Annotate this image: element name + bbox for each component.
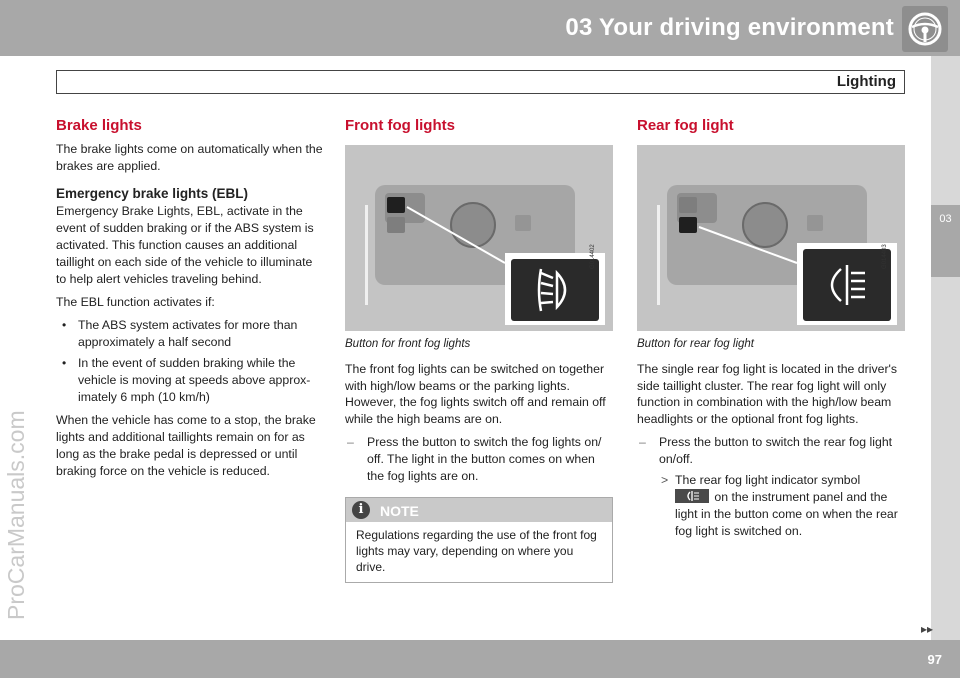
ebl-list-intro: The EBL function activates if:: [56, 295, 215, 310]
rear-fog-result: [637, 472, 905, 540]
note-box: [345, 497, 613, 583]
section-bar: [56, 70, 905, 94]
figure-code: G014402: [590, 243, 596, 269]
front-fog-caption: Button for front fog lights: [345, 337, 471, 350]
ebl-closing: When the vehicle has come to a stop, the brake lights and additional taillights remain on for as long as the brake pedal is depressed or until braking force on the vehicle is reduced.: [56, 412, 316, 478]
footer-bar: [0, 640, 960, 678]
side-tab-label: 03: [939, 213, 952, 225]
rear-fog-button-photo: [637, 145, 905, 331]
note-label: NOTE: [380, 503, 419, 520]
section-title: Lighting: [836, 73, 896, 90]
result-text-before: The rear fog light indicator symbol: [675, 473, 861, 488]
next-page-arrows-icon: ▸▸: [921, 622, 934, 636]
rear-fog-heading: Rear fog light: [637, 117, 734, 134]
side-tab-rail: [931, 56, 960, 640]
rear-fog-body: The single rear fog light is located in the driver's side taillight cluster. The rear fog light will only function in combination with the high/low beam headlights or the optional front fog lights.: [637, 361, 898, 427]
result-text-after: on the instrument panel and the light in the button come on when the rear fog light is switched on.: [675, 490, 898, 539]
brake-lights-heading: Brake lights: [56, 117, 142, 134]
watermark: ProCarManuals.com: [3, 410, 29, 620]
list-item: • In the event of sudden braking while the vehicle is moving at speeds above approx-imately 6 mph (10 km/h): [56, 355, 324, 406]
chapter-title: 03 Your driving environment: [565, 14, 894, 41]
ebl-body: Emergency Brake Lights, EBL, activate in the event of sudden braking or if the ABS system is activated. This function causes an additional taillight on each side of the vehicle to illuminate to help alert vehicles traveling behind.: [56, 204, 314, 287]
steering-wheel-icon: [902, 6, 948, 52]
rear-fog-steps: [637, 434, 905, 468]
front-fog-body: The front fog lights can be switched on together with high/low beams or the parking lights. However, the fog lights switch off and remain off while the high beams are on.: [345, 361, 606, 427]
ebl-conditions-list: [56, 317, 324, 406]
brake-lights-intro: The brake lights come on automatically when the brakes are applied.: [56, 141, 323, 173]
list-item: – Press the button to switch the fog lights on/ off. The light in the button comes on when the fog lights are on.: [345, 434, 613, 485]
front-fog-button-photo: [345, 145, 613, 331]
rear-fog-light-column: [637, 116, 905, 540]
figure-code: G014403: [882, 243, 888, 269]
note-header: [346, 498, 612, 522]
rear-fog-caption: Button for rear fog light: [637, 337, 754, 350]
brake-lights-column: [56, 116, 324, 486]
note-text: Regulations regarding the use of the front fog lights may vary, depending on where you drive.: [356, 528, 597, 574]
ebl-subheading: Emergency brake lights (EBL): [56, 185, 249, 201]
list-item: – Press the button to switch the rear fog light on/off.: [637, 434, 905, 468]
rear-fog-indicator-icon: [675, 489, 709, 503]
page-number: 97: [927, 652, 942, 667]
header-bar: [0, 0, 960, 56]
front-fog-steps: [345, 434, 613, 485]
front-fog-heading: Front fog lights: [345, 117, 455, 134]
info-icon: i: [352, 501, 370, 519]
chapter-side-tab[interactable]: [931, 205, 960, 277]
list-item: • The ABS system activates for more than approximately a half second: [56, 317, 324, 351]
front-fog-lights-column: [345, 116, 613, 583]
